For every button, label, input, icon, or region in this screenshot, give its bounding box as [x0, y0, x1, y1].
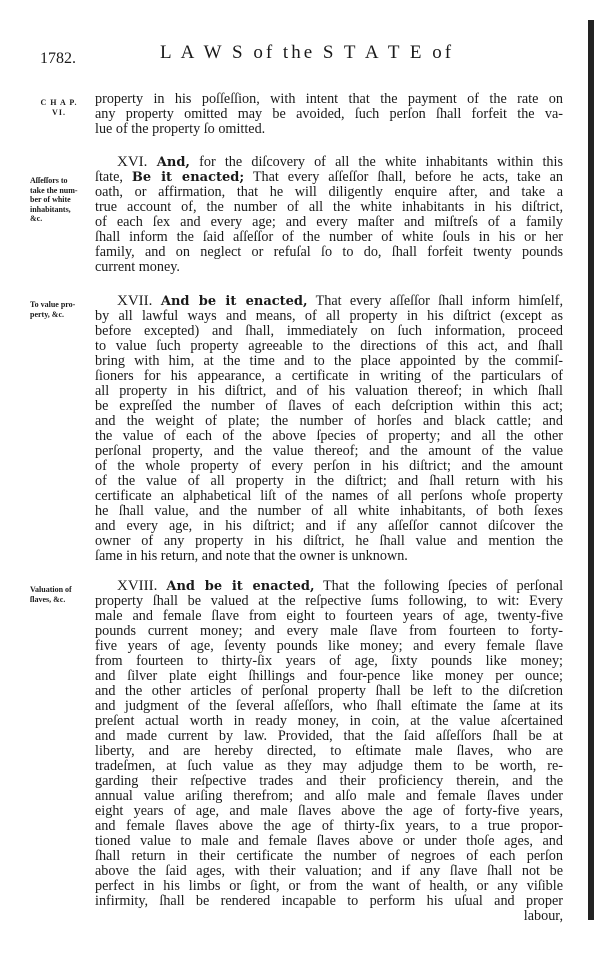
text-line: [95, 579, 563, 594]
text-segment: That the following ſpecies of perſonal: [314, 578, 564, 594]
chapter-label: C H A P.: [40, 98, 78, 107]
note-line: take the num-: [30, 185, 78, 195]
text-segment: male and female ſlave from eight to fourteen years of age, twenty-five: [95, 608, 563, 624]
text-segment: and judgment of the ſeveral aſſeſſors, who ſhall eſtimate the ſame at its: [95, 698, 563, 714]
text-segment: garding their reſpective trades and their proficiency therein, and the: [95, 773, 563, 789]
text-segment: of the whole property of every perſon in his diſtrict; and the amount: [95, 458, 563, 474]
text-line: [95, 429, 563, 444]
text-line: [95, 459, 563, 474]
margin-note-valuation-slaves: [30, 585, 92, 604]
text-line: [95, 669, 563, 684]
blackletter-phrase: And be it enacted,: [160, 294, 308, 309]
section-number: XVI.: [117, 154, 157, 170]
text-line: [95, 789, 563, 804]
section-xvii: [95, 294, 563, 564]
text-line: [95, 309, 563, 324]
text-segment: of the value of all property in the diſtrict; and ſhall return with his: [95, 473, 563, 489]
text-segment: to value ſuch property agreeable to the directions of this act, and ſhall: [95, 338, 563, 354]
text-line: [95, 519, 563, 534]
text-segment: infirmity, ſhall be rendered incapable to perform his uſual and proper: [95, 893, 563, 909]
text-line: [95, 909, 563, 924]
section-number: XVII.: [117, 293, 161, 309]
text-line: [95, 354, 563, 369]
text-segment: tradeſmen, at ſuch value as they may adjudge them to be worth, re-: [95, 758, 563, 774]
text-segment: five years of age, ſeventy pounds like money; and every female ſlave: [95, 638, 563, 654]
text-segment: perfect in his limbs or ſight, or from the want of health, or any viſible: [95, 878, 563, 894]
paragraph-continuation: [95, 92, 563, 137]
text-segment: liberty, and are hereby directed, to eſtimate male ſlaves, who are: [95, 743, 563, 759]
page-edge-shadow: [588, 20, 594, 920]
note-line: Valuation of: [30, 585, 72, 594]
text-line: [95, 699, 563, 714]
text-line: [95, 759, 563, 774]
text-line: [95, 774, 563, 789]
chapter-number: VI.: [52, 107, 66, 117]
blackletter-phrase: And,: [156, 155, 190, 170]
text-line: [95, 384, 563, 399]
text-segment: preſent actual worth in ready money, in coin, at the value aſcertained: [95, 713, 563, 729]
text-segment: and ſilver plate eight ſhillings and four-pence like money per ounce;: [95, 668, 563, 684]
text-line: [95, 474, 563, 489]
text-line: [95, 729, 563, 744]
text-segment: annual value ariſing therefrom; and alſo male and female ſlaves under: [95, 788, 563, 804]
text-segment: and female ſlaves above the age of thirty-ſix years, to a true propor-: [95, 818, 563, 834]
text-line: [95, 230, 563, 245]
text-line: [95, 245, 563, 260]
text-segment: perſonal property, and the value thereof; and the amount of the value: [95, 443, 563, 459]
text-line: [95, 504, 563, 519]
blackletter-phrase: And be it enacted,: [166, 579, 315, 594]
text-line: [95, 609, 563, 624]
note-line: Aſſeſſors to: [30, 176, 68, 185]
text-segment: ſame in his return, and note that the owner is unknown.: [95, 548, 408, 564]
text-line: [95, 339, 563, 354]
section-number: XVIII.: [117, 578, 167, 594]
text-line: [95, 639, 563, 654]
text-segment: That every aſſeſſor ſhall, before he acts, take an: [244, 169, 564, 185]
text-line: [95, 684, 563, 699]
text-line: [95, 804, 563, 819]
text-line: [95, 369, 563, 384]
note-line: To value pro-: [30, 300, 76, 309]
text-line: [95, 122, 563, 137]
text-segment: property in his poſſeſſion, with intent that the payment of the rate on: [95, 91, 563, 107]
text-segment: all property in his diſtrict, and of his valuation thereof; in which ſhall: [95, 383, 563, 399]
note-line: ſlaves, &c.: [30, 594, 66, 604]
text-line: [95, 399, 563, 414]
text-segment: property ſhall be valued at the reſpective ſums following, to wit: Every: [95, 593, 563, 609]
text-segment: he ſhall value, and the number of all white inhabitants, of both ſexes: [95, 503, 563, 519]
text-segment: pounds current money; and every male ſlave from fourteen to forty-: [95, 623, 563, 639]
text-segment: for the diſcovery of all the white inhabitants within this: [189, 154, 563, 170]
text-segment: and every age, in his diſtrict; and if any aſſeſſor cannot diſcover the: [95, 518, 563, 534]
text-segment: of each ſex and every age; and every maſter and miſtreſs of a family: [95, 214, 563, 230]
text-segment: family, and on neglect or refuſal ſo to do, ſhall forfeit twenty pounds: [95, 244, 563, 260]
text-line: [95, 215, 563, 230]
text-line: [95, 92, 563, 107]
text-segment: ſtate,: [95, 169, 132, 185]
text-segment: labour,: [523, 908, 563, 924]
text-line: [95, 549, 563, 564]
text-segment: current money.: [95, 259, 180, 275]
text-line: [95, 879, 563, 894]
text-segment: ſhall inform the ſaid aſſeſſor of the number of white ſouls in his or her: [95, 229, 563, 245]
text-segment: true account of, the number of all the white inhabitants in his diſtrict,: [95, 199, 563, 215]
text-segment: and the other articles of perſonal property ſhall be left to the diſcretion: [95, 683, 563, 699]
text-segment: oath, or affirmation, that he will diligently enquire after, and take a: [95, 184, 563, 200]
text-segment: before excepted) and ſhall, immediately on ſuch information, proceed: [95, 323, 563, 339]
text-line: [95, 894, 563, 909]
note-line: ber of white: [30, 195, 71, 204]
margin-note-assessors: [30, 176, 92, 224]
text-segment: and made current by law. Provided, that the ſaid aſſeſſors ſhall be at: [95, 728, 563, 744]
text-segment: above the ſaid ages, with their valuation; and if any ſlave ſhall not be: [95, 863, 563, 879]
section-xviii: [95, 579, 563, 924]
text-segment: be expreſſed the number of ſlaves of each deſcription within this act;: [95, 398, 563, 414]
text-line: [95, 594, 563, 609]
text-segment: ſhall return in their certificate the number of negroes of each perſon: [95, 848, 563, 864]
text-segment: by all lawful ways and means, of all property in his diſtrict (except as: [95, 308, 563, 324]
text-segment: any property omitted may be avoided, ſuch perſon ſhall forfeit the va-: [95, 106, 563, 122]
text-line: [95, 155, 563, 170]
note-line: inhabitants,: [30, 204, 71, 214]
text-line: [95, 744, 563, 759]
text-line: [95, 624, 563, 639]
text-line: [95, 654, 563, 669]
text-line: [95, 414, 563, 429]
text-line: [95, 534, 563, 549]
note-line: perty, &c.: [30, 309, 64, 319]
text-segment: eight years of age, and male ſlaves above the age of forty-five years,: [95, 803, 563, 819]
text-line: [95, 849, 563, 864]
text-line: [95, 444, 563, 459]
text-line: [95, 489, 563, 504]
text-segment: owner of any property in his diſtrict, he ſhall value and mention the: [95, 533, 563, 549]
text-line: [95, 834, 563, 849]
text-segment: lue of the property ſo omitted.: [95, 121, 266, 137]
text-line: [95, 714, 563, 729]
text-segment: from fourteen to thirty-ſix years of age, ſixty pounds like money;: [95, 653, 563, 669]
text-line: [95, 260, 563, 275]
page-year: 1782.: [40, 50, 76, 67]
note-line: &c.: [30, 214, 43, 223]
blackletter-phrase: Be it enacted;: [131, 170, 245, 185]
margin-note-chapter: [34, 98, 84, 117]
running-title: L A W S of the S T A T E of: [160, 42, 455, 63]
margin-note-value-property: [30, 300, 92, 319]
text-segment: ſioners for his appearance, a certificate in writing of the particulars of: [95, 368, 563, 384]
text-line: [95, 819, 563, 834]
text-line: [95, 170, 563, 185]
text-line: [95, 200, 563, 215]
text-segment: the value of each of the above ſpecies of property; and all the other: [95, 428, 563, 444]
section-xvi: [95, 155, 563, 275]
text-line: [95, 185, 563, 200]
text-line: [95, 107, 563, 122]
text-segment: tioned value to male and female ſlaves above or under thoſe ages, and: [95, 833, 563, 849]
text-line: [95, 324, 563, 339]
text-segment: bring with him, at the time and to the place appointed by the commiſ-: [95, 353, 563, 369]
text-line: [95, 864, 563, 879]
text-segment: and the weight of plate; the number of horſes and black cattle; and: [95, 413, 563, 429]
text-segment: certificate an alphabetical liſt of the names of all perſons whoſe property: [95, 488, 563, 504]
text-line: [95, 294, 563, 309]
text-segment: That every aſſeſſor ſhall inform himſelf,: [307, 293, 564, 309]
